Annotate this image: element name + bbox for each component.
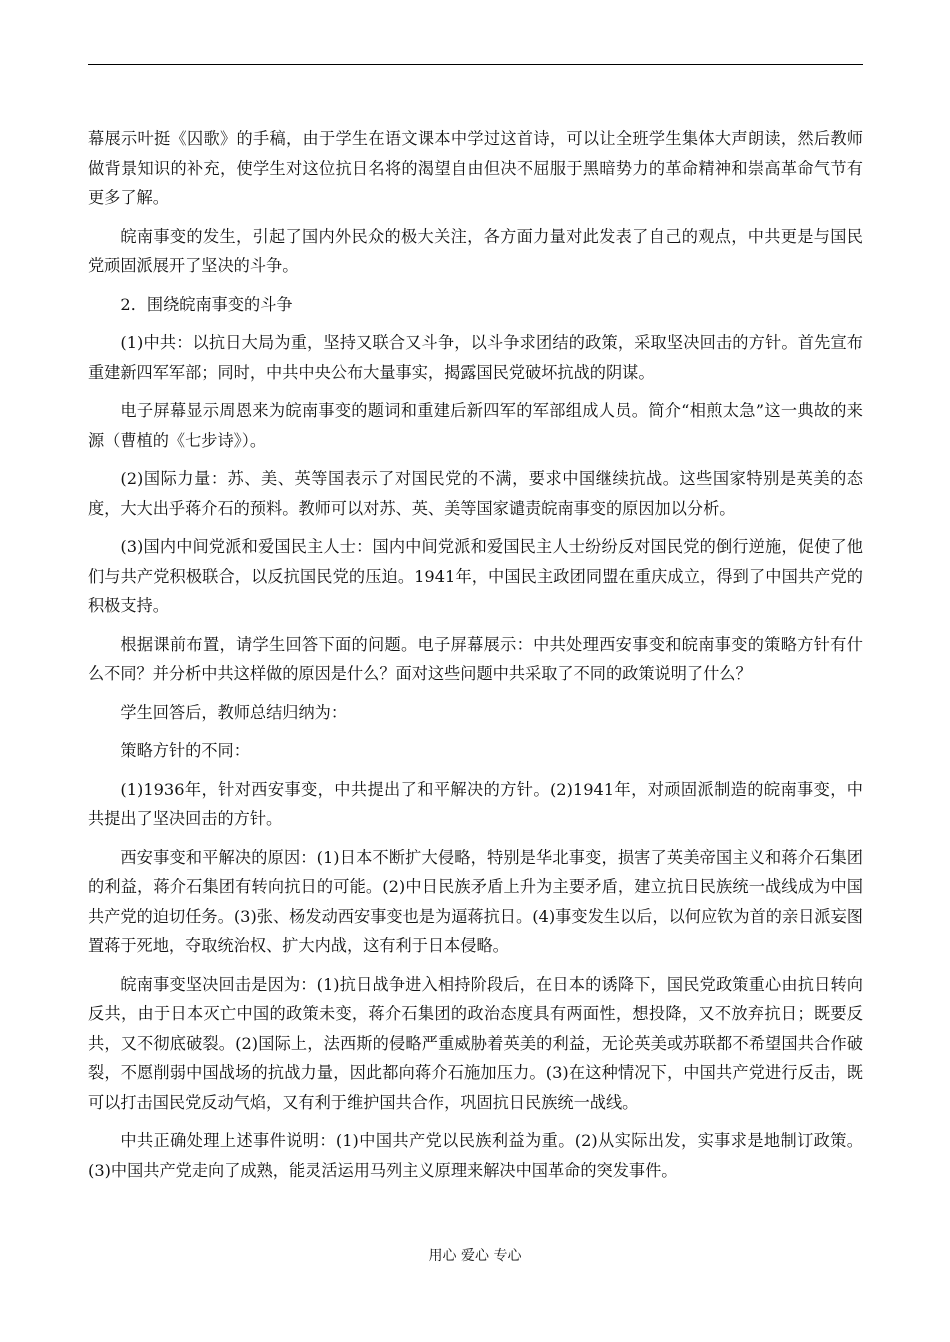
section-heading: 2．围绕皖南事变的斗争 [120, 294, 293, 314]
paragraph-xian-reasons: 西安事变和平解决的原因：(1)日本不断扩大侵略，特别是华北事变，损害了英美帝国主义和蒋介石集团的利益，蒋介石集团有转向抗日的可能。(2)中日民族矛盾上升为主要矛盾，建立抗日民族统一战线成为中国共产党的迫切任务。(3)张、杨发动西安事变也是为逼蒋抗日。(4)事变发生以后，以何应钦为首的亲日派妄图置蒋于死地，夺取统治权、扩大内战，这有利于日本侵略。 [88, 847, 863, 955]
paragraph-wannan-reasons: 皖南事变坚决回击是因为：(1)抗日战争进入相持阶段后，在日本的诱降下，国民党政策重心由抗日转向反共，由于日本灭亡中国的政策未变，蒋介石集团的政治态度具有两面性，想投降，又不放弃抗日；既要反共，又不彻底破裂。(2)国际上，法西斯的侵略严重威胁着英美的利益，无论英美或苏联都不希望国共合作破裂，不愿削弱中国战场的抗战力量，因此都向蒋介石施加压力。(3)在这种情况下，中国共产党进行反击，既可以打击国民党反动气焰，又有利于维护国共合作，巩固抗日民族统一战线。 [88, 974, 863, 1112]
header-rule [88, 64, 863, 65]
paragraph-1: 幕展示叶挺《囚歌》的手稿，由于学生在语文课本中学过这首诗，可以让全班学生集体大声朗读，然后教师做背景知识的补充，使学生对这位抗日名将的渴望自由但决不屈服于黑暗势力的革命精神和崇高革命气节有更多了解。 [88, 129, 863, 207]
paragraph-2: 皖南事变的发生，引起了国内外民众的极大关注，各方面力量对此发表了自己的观点，中共更是与国民党顽固派展开了坚决的斗争。 [88, 226, 863, 275]
paragraph-screen-display: 电子屏幕显示周恩来为皖南事变的题词和重建后新四军的军部组成人员。简介“相煎太急”这一典故的来源（曹植的《七步诗》）。 [88, 401, 863, 450]
paragraph-domestic-parties: (3)国内中间党派和爱国民主人士：国内中间党派和爱国民主人士纷纷反对国民党的倒行逆施，促使了他们与共产党积极联合，以反抗国民党的压迫。1941年，中国民主政团同盟在重庆成立，得到了中国共产党的积极支持。 [88, 537, 863, 615]
paragraph-strategy-diff: (1)1936年，针对西安事变，中共提出了和平解决的方针。(2)1941年，对顽固派制造的皖南事变，中共提出了坚决回击的方针。 [88, 779, 863, 828]
paragraph-ccp-response: (1)中共：以抗日大局为重，坚持又联合又斗争，以斗争求团结的政策，采取坚决回击的方针。首先宣布重建新四军军部；同时，中共中央公布大量事实，揭露国民党破坏抗战的阴谋。 [88, 333, 863, 382]
paragraph-conclusion: 中共正确处理上述事件说明：(1)中国共产党以民族利益为重。(2)从实际出发，实事求是地制订政策。(3)中国共产党走向了成熟，能灵活运用马列主义原理来解决中国革命的突发事件。 [88, 1131, 863, 1180]
paragraph-question: 根据课前布置，请学生回答下面的问题。电子屏幕展示：中共处理西安事变和皖南事变的策略方针有什么不同？并分析中共这样做的原因是什么？面对这些问题中共采取了不同的政策说明了什么？ [88, 634, 863, 683]
document-body [88, 124, 863, 1194]
page-footer: 用心 爱心 专心 [428, 1248, 522, 1264]
paragraph-international: (2)国际力量：苏、美、英等国表示了对国民党的不满，要求中国继续抗战。这些国家特别是英美的态度，大大出乎蒋介石的预料。教师可以对苏、英、美等国家谴责皖南事变的原因加以分析。 [88, 469, 863, 518]
paragraph-summary-intro: 学生回答后，教师总结归纳为： [120, 702, 348, 722]
paragraph-strategy-heading: 策略方针的不同： [120, 741, 250, 760]
